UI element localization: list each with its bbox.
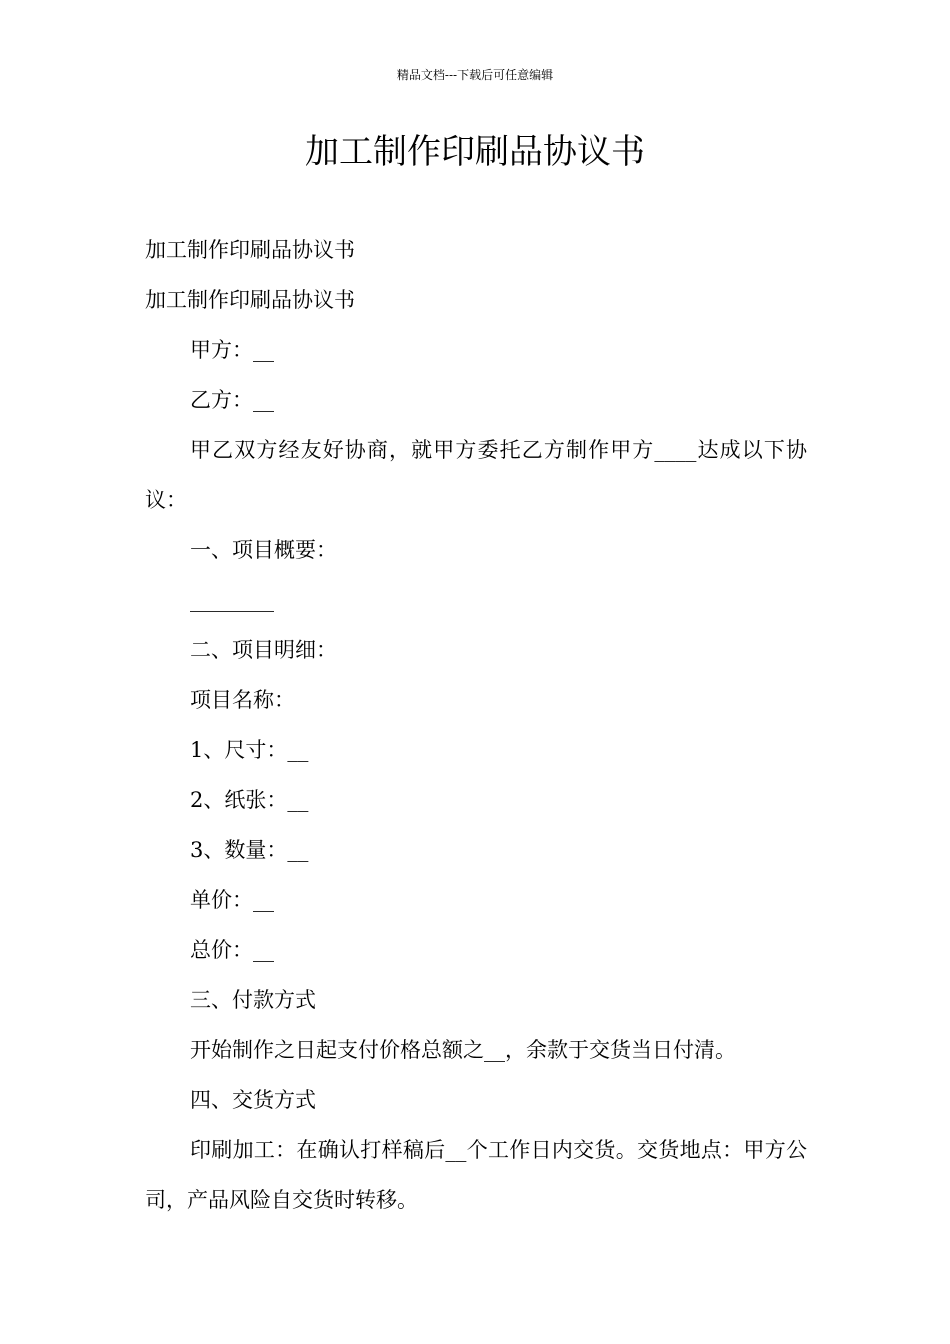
- document-title: 加工制作印刷品协议书: [305, 132, 645, 172]
- body-heading-2: 加工制作印刷品协议书: [145, 288, 355, 312]
- project-name-line: 项目名称：: [190, 688, 295, 712]
- section-1-heading: 一、项目概要：: [190, 538, 337, 562]
- payment-terms-paragraph: 开始制作之日起支付价格总额之__，余款于交货当日付清。: [190, 1038, 736, 1062]
- total-price-line: 总价：__: [190, 938, 274, 962]
- section-1-blank: ________: [190, 588, 274, 612]
- quantity-line: 3、数量：__: [190, 838, 309, 862]
- body-heading-1: 加工制作印刷品协议书: [145, 238, 355, 262]
- section-2-heading: 二、项目明细：: [190, 638, 337, 662]
- delivery-terms-paragraph: 印刷加工：在确认打样稿后__个工作日内交货。交货地点：甲方公司，产品风险自交货时转移。: [145, 1138, 807, 1212]
- section-3-heading: 三、付款方式: [190, 988, 316, 1012]
- page-header-note: 精品文档---下载后可任意编辑: [396, 68, 554, 82]
- size-line: 1、尺寸：__: [190, 738, 309, 762]
- document-body: [145, 225, 807, 1225]
- party-b-line: 乙方：__: [190, 388, 274, 412]
- unit-price-line: 单价：__: [190, 888, 274, 912]
- paper-line: 2、纸张：__: [190, 788, 309, 812]
- section-4-heading: 四、交货方式: [190, 1088, 316, 1112]
- party-a-line: 甲方：__: [190, 338, 274, 362]
- agreement-intro-paragraph: 甲乙双方经友好协商，就甲方委托乙方制作甲方____达成以下协议：: [145, 438, 807, 512]
